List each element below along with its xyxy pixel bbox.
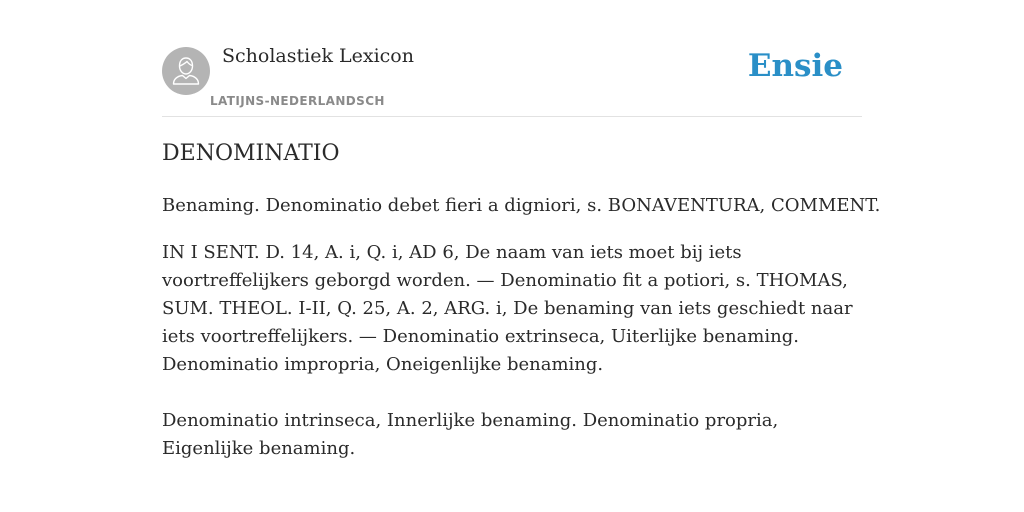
lexicon-subtitle: LATIJNS-NEDERLANDSCH	[210, 94, 385, 108]
entry-paragraph: Denominatio intrinseca, Innerlijke benaming. Denominatio propria, Eigenlijke benaming.	[162, 410, 779, 459]
entry-paragraph: IN I SENT. D. 14, A. i, Q. i, AD 6, De naam van iets moet bij iets voortreffelijkers geborgd worden. — Denominatio fit a potiori, s. THOMAS, SUM. THEOL. I-II, Q. 25, A. 2, ARG. i, De benaming van iets geschiedt naar iets voortreffelijkers. — Denominatio extrinseca, Uiterlijke benaming. Denominatio impropria, Oneigenlijke benaming.	[162, 242, 853, 375]
avatar[interactable]	[162, 47, 210, 95]
header	[162, 0, 862, 117]
lexicon-title[interactable]: Scholastiek Lexicon	[222, 45, 414, 67]
entry-title: DENOMINATIO	[162, 141, 340, 166]
page-container	[162, 0, 881, 512]
entry-paragraph: Benaming. Denominatio debet fieri a digniori, s. BONAVENTURA, COMMENT.	[162, 195, 881, 216]
ensie-logo-link[interactable]: Ensie	[747, 48, 843, 84]
user-silhouette-icon	[162, 47, 210, 95]
